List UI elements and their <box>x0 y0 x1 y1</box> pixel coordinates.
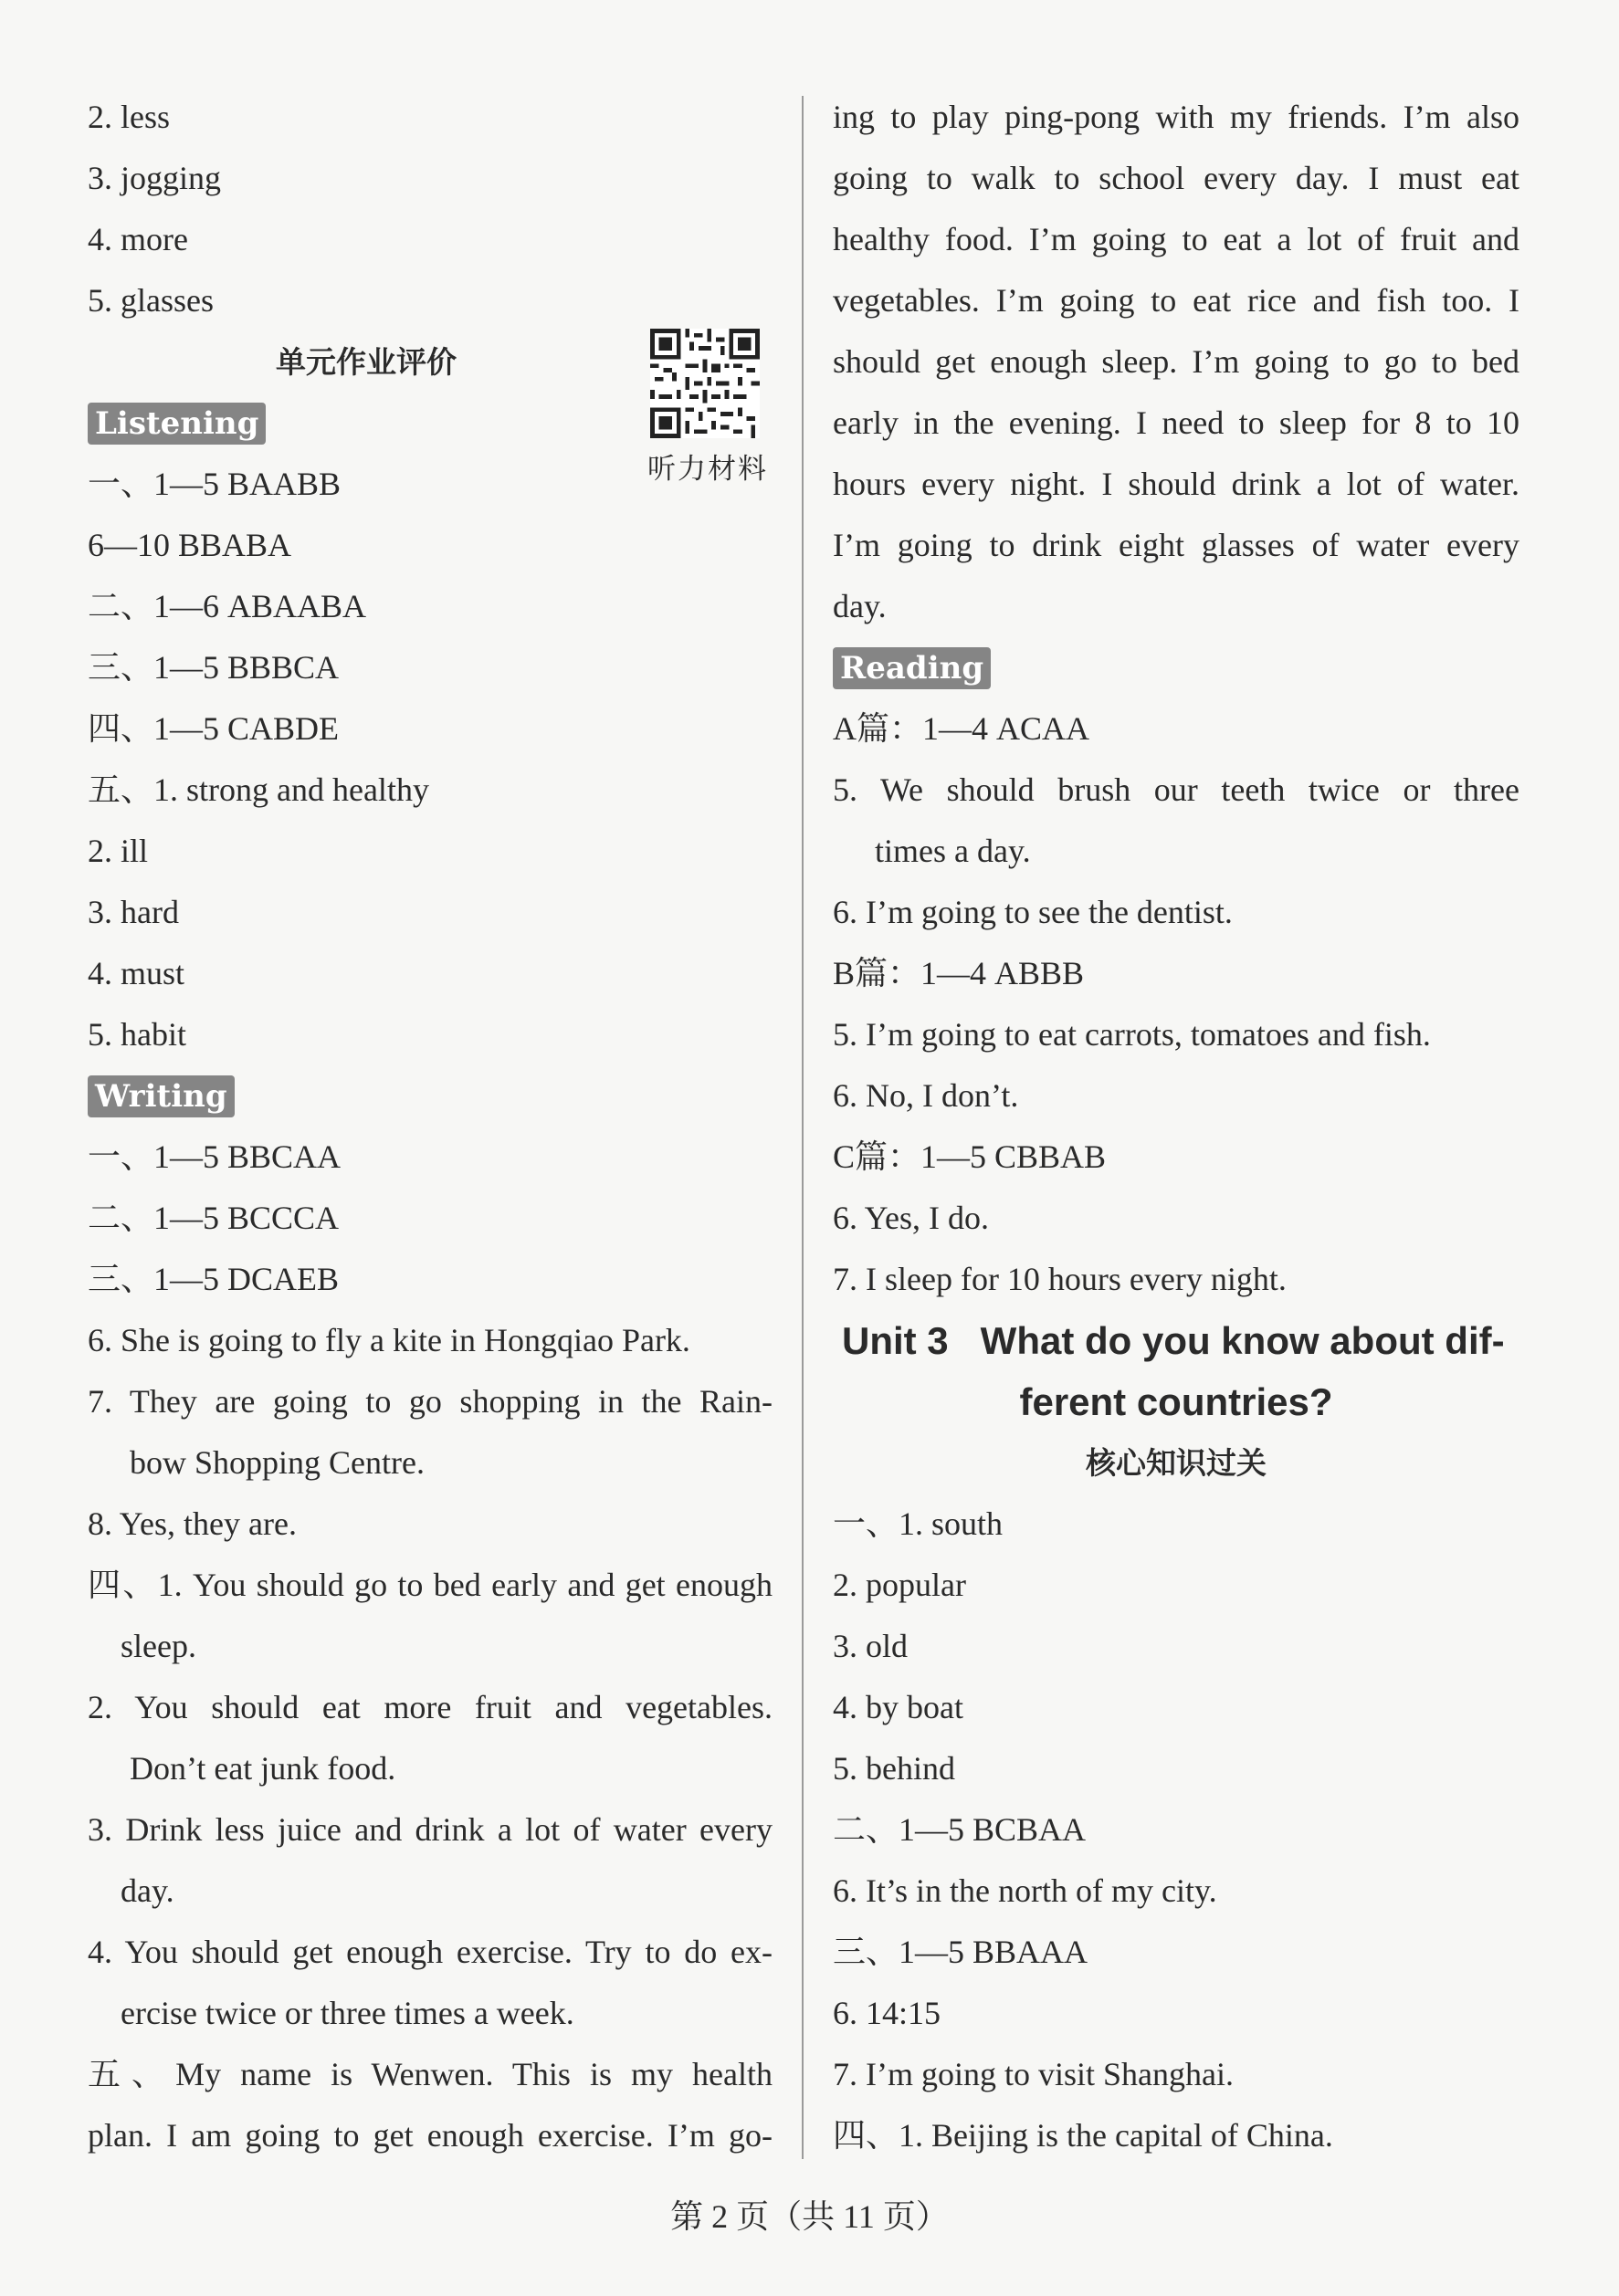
answer-line: 一、1—5 BBCAA <box>88 1138 342 1175</box>
essay-line: hours every night. I should drink a lot of water. <box>833 466 1519 502</box>
essay-line: vegetables. I’m going to eat rice and fish too. I <box>833 282 1519 319</box>
writing-tag: Writing <box>88 1075 235 1117</box>
qr-code-block <box>639 329 776 487</box>
answer-line: 6. 14:15 <box>833 1995 941 2031</box>
answer-line: 五、1. strong and healthy <box>88 771 429 808</box>
answer-line: 三、1—5 BBAAA <box>833 1934 1088 1970</box>
reading-section-header <box>833 637 1519 698</box>
answer-line: 4. must <box>88 955 185 991</box>
answer-line: 3. jogging <box>88 160 222 196</box>
answer-line: 四、1. You should go to bed early and get enough <box>88 1567 773 1603</box>
answer-line: 4. more <box>88 221 188 257</box>
answer-line: 5. We should brush our teeth twice or three <box>833 771 1519 808</box>
column-divider <box>802 96 804 2159</box>
essay-line: going to walk to school every day. I must eat <box>833 160 1519 196</box>
answer-line: 四、1. Beijing is the capital of China. <box>833 2117 1333 2154</box>
answer-line: ercise twice or three times a week. <box>121 1995 574 2031</box>
answer-line: 6—10 BBABA <box>88 527 292 563</box>
answer-line: 4. You should get enough exercise. Try to do ex- <box>88 1934 773 1970</box>
answer-line: 2. You should eat more fruit and vegetables. <box>88 1689 773 1725</box>
essay-line: day. <box>833 588 887 624</box>
answer-line: 6. It’s in the north of my city. <box>833 1872 1217 1909</box>
answer-line: 6. She is going to fly a kite in Hongqiao Park. <box>88 1322 690 1358</box>
essay-line: healthy food. I’m going to eat a lot of fruit and <box>833 221 1519 257</box>
answer-line: 四、1—5 CABDE <box>88 710 340 747</box>
answer-line: 三、1—5 DCAEB <box>88 1261 340 1297</box>
essay-line: 五、My name is Wenwen. This is my health <box>88 2056 773 2092</box>
answer-line: 5. behind <box>833 1750 955 1787</box>
core-knowledge-heading: 核心知识过关 <box>1086 1445 1267 1481</box>
listening-tag: Listening <box>88 403 266 445</box>
answer-line: C篇：1—5 CBBAB <box>833 1138 1107 1175</box>
answer-line: 3. Drink less juice and drink a lot of water every <box>88 1811 773 1848</box>
answer-line: Don’t eat junk food. <box>130 1750 396 1787</box>
answer-line: 6. I’m going to see the dentist. <box>833 894 1233 930</box>
answer-line: B篇：1—4 ABBB <box>833 955 1085 991</box>
answer-line: 4. by boat <box>833 1689 963 1725</box>
answer-line: day. <box>121 1872 174 1909</box>
answer-line: 5. glasses <box>88 282 214 319</box>
qr-label: 听力材料 <box>647 453 768 486</box>
answer-line: 8. Yes, they are. <box>88 1505 297 1542</box>
answer-line: 二、1—5 BCBAA <box>833 1811 1087 1848</box>
qr-code-image[interactable] <box>650 329 760 438</box>
unit-title-continued: ferent countries? <box>1019 1380 1333 1423</box>
reading-tag: Reading <box>833 647 991 689</box>
answer-line: times a day. <box>875 833 1031 869</box>
answer-line: bow Shopping Centre. <box>130 1444 425 1481</box>
essay-line: early in the evening. I need to sleep for 8 to 10 <box>833 404 1519 441</box>
answer-line: 3. hard <box>88 894 179 930</box>
answer-line: 一、1—5 BAABB <box>88 466 342 502</box>
writing-section-header <box>88 1065 773 1127</box>
answer-line: 2. less <box>88 99 170 135</box>
essay-line: should get enough sleep. I’m going to go to bed <box>833 343 1519 380</box>
unit-evaluation-heading: 单元作业评价 <box>276 344 457 380</box>
answer-line: 三、1—5 BBBCA <box>88 649 340 686</box>
right-column <box>833 87 1519 2166</box>
answer-line: 二、1—5 BCCCA <box>88 1200 340 1236</box>
answer-line: 7. They are going to go shopping in the Rain- <box>88 1383 773 1420</box>
answer-line: 6. Yes, I do. <box>833 1200 990 1236</box>
answer-line: 二、1—6 ABAABA <box>88 588 367 624</box>
answer-line: 5. I’m going to eat carrots, tomatoes and fish. <box>833 1016 1431 1053</box>
answer-line: A篇：1—4 ACAA <box>833 710 1090 747</box>
answer-line: sleep. <box>121 1628 196 1664</box>
unit-title: Unit 3 What do you know about dif- <box>842 1319 1505 1362</box>
essay-line: ing to play ping-pong with my friends. I’m also <box>833 99 1519 135</box>
answer-line: 6. No, I don’t. <box>833 1077 1019 1114</box>
answer-line: 2. ill <box>88 833 149 869</box>
answer-line: 2. popular <box>833 1567 966 1603</box>
answer-line: 5. habit <box>88 1016 186 1053</box>
page-number-footer: 第 2 页（共 11 页） <box>670 2198 949 2235</box>
essay-line: I’m going to drink eight glasses of water every <box>833 527 1519 563</box>
answer-line: 3. old <box>833 1628 909 1664</box>
answer-line: 7. I’m going to visit Shanghai. <box>833 2056 1234 2092</box>
answer-line: 一、1. south <box>833 1505 1004 1542</box>
essay-line: plan. I am going to get enough exercise. I’m go- <box>88 2117 773 2154</box>
answer-line: 7. I sleep for 10 hours every night. <box>833 1261 1287 1297</box>
